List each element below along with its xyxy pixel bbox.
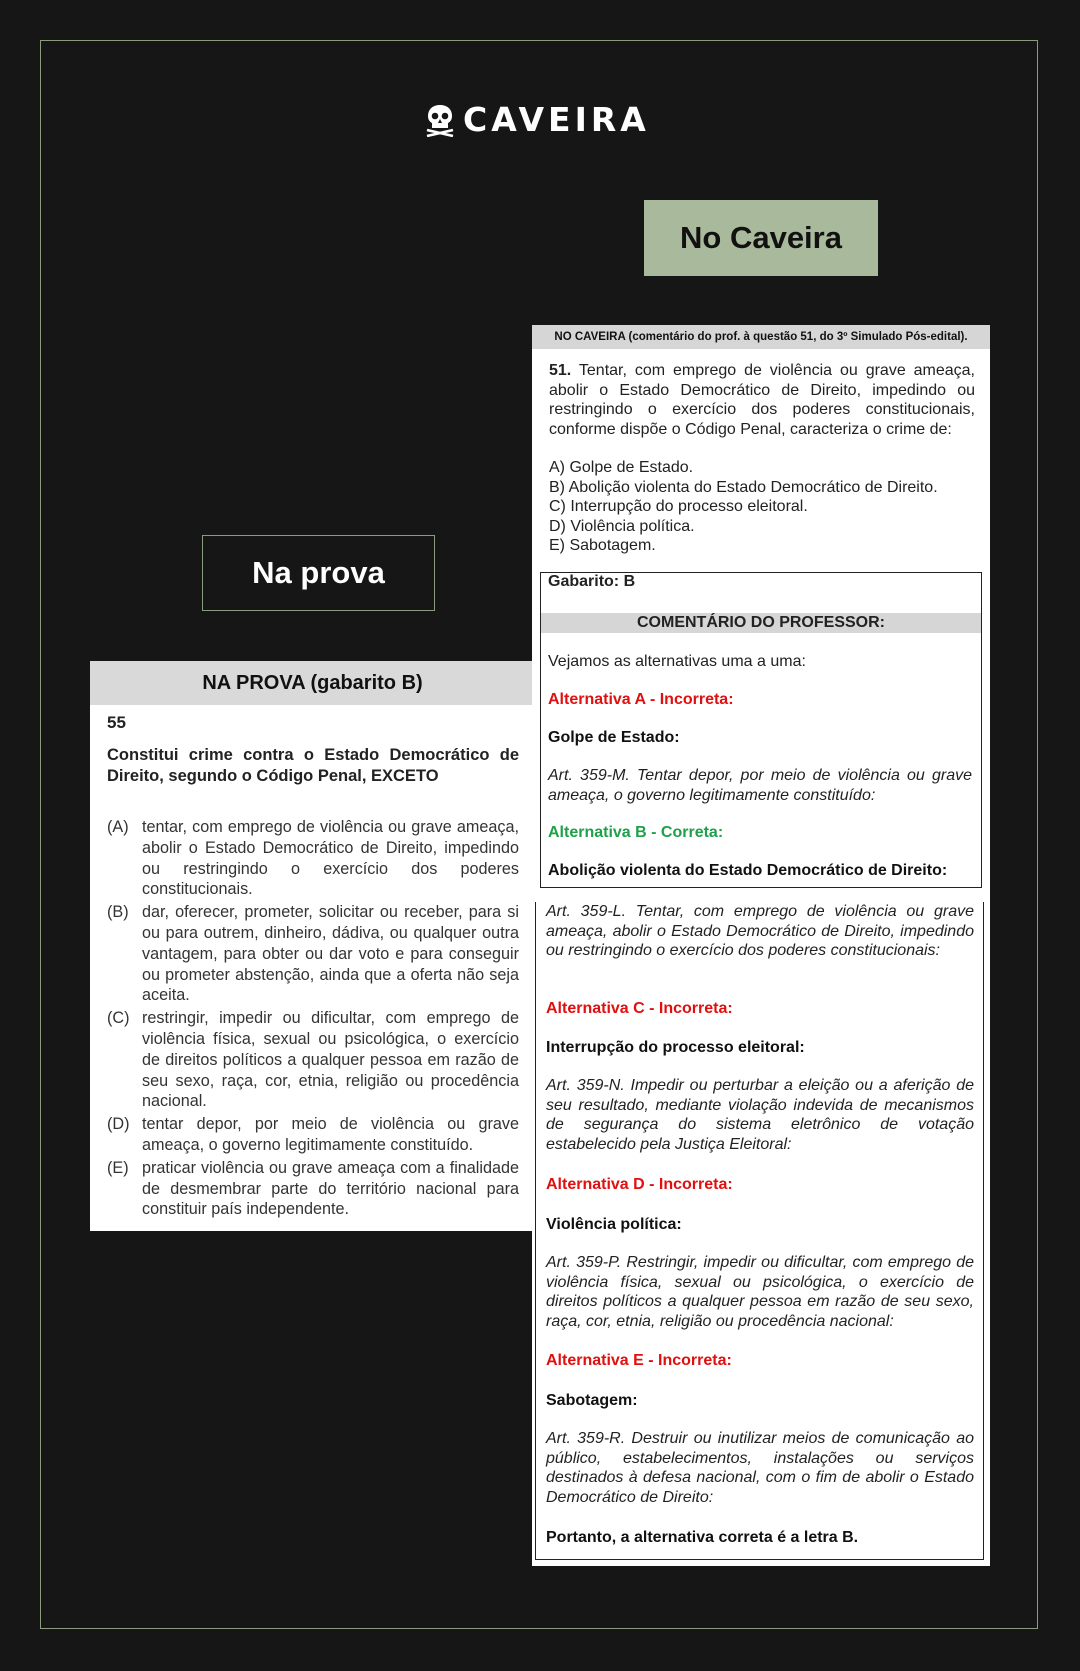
skull-icon <box>425 103 455 137</box>
option-text: tentar depor, por meio de violência ou grave ameaça, o governo legitimamente constituído. <box>142 1115 519 1154</box>
alt-e-title: Sabotagem: <box>546 1392 638 1409</box>
caveira-alternative: A) Golpe de Estado. <box>549 459 694 476</box>
alt-e-article: Art. 359-R. Destruir ou inutilizar meios de comunicação ao público, estabelecimentos, instalações ou serviços destinados à defesa nacional, com o fim de abolir o Estado Democrático de Direito: <box>546 1430 974 1506</box>
exam-option <box>107 902 519 1006</box>
alt-d-article: Art. 359-P. Restringir, impedir ou dificultar, com emprego de violência física, sexual ou psicológica, o exercício de direitos políticos a qualquer pessoa em razão de seu sexo, raça, cor, etnia, religião ou procedência nacional: <box>546 1254 974 1330</box>
option-text: praticar violência ou grave ameaça com a finalidade de desmembrar parte do território nacional para constituir país independente. <box>142 1158 519 1219</box>
tag-na-prova: Na prova <box>202 535 435 611</box>
caveira-stem-text: Tentar, com emprego de violência ou grave ameaça, abolir o Estado Democrático de Direito, impedindo ou restringindo o exercício dos poderes constitucionais, conforme dispõe o Código Penal, caracteriza o crime de: <box>549 362 976 438</box>
exam-option <box>107 1158 519 1220</box>
exam-question-card <box>90 661 535 1231</box>
tag-no-caveira: No Caveira <box>644 200 878 276</box>
caveira-alternative: E) Sabotagem. <box>549 537 656 554</box>
alt-b-article: Art. 359-L. Tentar, com emprego de violência ou grave ameaça, abolir o Estado Democrático de Direito, impedindo ou restringindo o exercício dos poderes constitucionais: <box>546 903 974 959</box>
option-letter: (A) <box>107 818 129 836</box>
caveira-question-number: 51. <box>549 362 572 379</box>
alt-b-title: Abolição violenta do Estado Democrático de Direito: <box>548 862 948 879</box>
exam-option <box>107 817 519 900</box>
caveira-card-header: NO CAVEIRA (comentário do prof. à questão 51, do 3º Simulado Pós-edital). <box>532 325 990 349</box>
gabarito: Gabarito: B <box>548 573 636 590</box>
option-letter: (E) <box>107 1158 129 1177</box>
alt-e-status: Alternativa E - Incorreta: <box>546 1352 732 1369</box>
option-text: dar, oferecer, prometer, solicitar ou receber, para si ou para outrem, dinheiro, dádiva, ou qualquer outra vantagem, para obter ou dar voto e para conseguir ou prometer abstenção, ainda que a oferta não seja aceita. <box>142 903 519 1005</box>
option-letter: (D) <box>107 1115 130 1134</box>
caveira-comment-card <box>532 325 990 1566</box>
alt-a-status: Alternativa A - Incorreta: <box>548 691 734 708</box>
comment-header: COMENTÁRIO DO PROFESSOR: <box>541 613 981 633</box>
alt-c-status: Alternativa C - Incorreta: <box>546 1000 733 1017</box>
alt-b-status: Alternativa B - Correta: <box>548 824 724 841</box>
exam-question-number: 55 <box>107 713 126 732</box>
caveira-alternatives <box>549 458 975 556</box>
alt-d-status: Alternativa D - Incorreta: <box>546 1176 733 1193</box>
brand-logo <box>425 100 650 139</box>
caveira-alternative: B) Abolição violenta do Estado Democrático de Direito. <box>549 478 938 496</box>
exam-question-stem: Constitui crime contra o Estado Democrático de Direito, segundo o Código Penal, EXCETO <box>107 746 519 785</box>
alt-d-title: Violência política: <box>546 1216 682 1233</box>
exam-option <box>107 1008 519 1112</box>
brand-name: CAVEIRA <box>463 100 650 139</box>
alt-a-article: Art. 359-M. Tentar depor, por meio de violência ou grave ameaça, o governo legitimamente constituído: <box>548 767 972 804</box>
option-letter: (C) <box>107 1009 130 1028</box>
option-text: restringir, impedir ou dificultar, com emprego de violência física, sexual ou psicológica, o exercício de direitos políticos a qualquer pessoa em razão de seu sexo, raça, cor, etnia, religião ou procedência nacional. <box>142 1009 519 1111</box>
caveira-question-stem <box>549 361 975 439</box>
option-text: tentar, com emprego de violência ou grave ameaça, abolir o Estado Democrático de Direito, impedindo ou restringindo o exercício dos poderes constitucionais. <box>142 818 519 899</box>
alt-a-title: Golpe de Estado: <box>548 729 680 746</box>
alt-c-article: Art. 359-N. Impedir ou perturbar a eleição ou a aferição de seu resultado, mediante violação indevida de mecanismos de segurança do sistema eletrônico de votação estabelecido pela Justiça Eleitoral: <box>546 1077 974 1153</box>
option-letter: (B) <box>107 903 129 922</box>
exam-card-header: NA PROVA (gabarito B) <box>90 661 535 705</box>
caveira-alternative: C) Interrupção do processo eleitoral. <box>549 498 808 515</box>
comment-intro: Vejamos as alternativas uma a uma: <box>548 653 806 670</box>
exam-option <box>107 1114 519 1156</box>
alt-c-title: Interrupção do processo eleitoral: <box>546 1039 805 1056</box>
comment-conclusion: Portanto, a alternativa correta é a letra B. <box>546 1529 859 1546</box>
caveira-alternative: D) Violência política. <box>549 517 695 535</box>
